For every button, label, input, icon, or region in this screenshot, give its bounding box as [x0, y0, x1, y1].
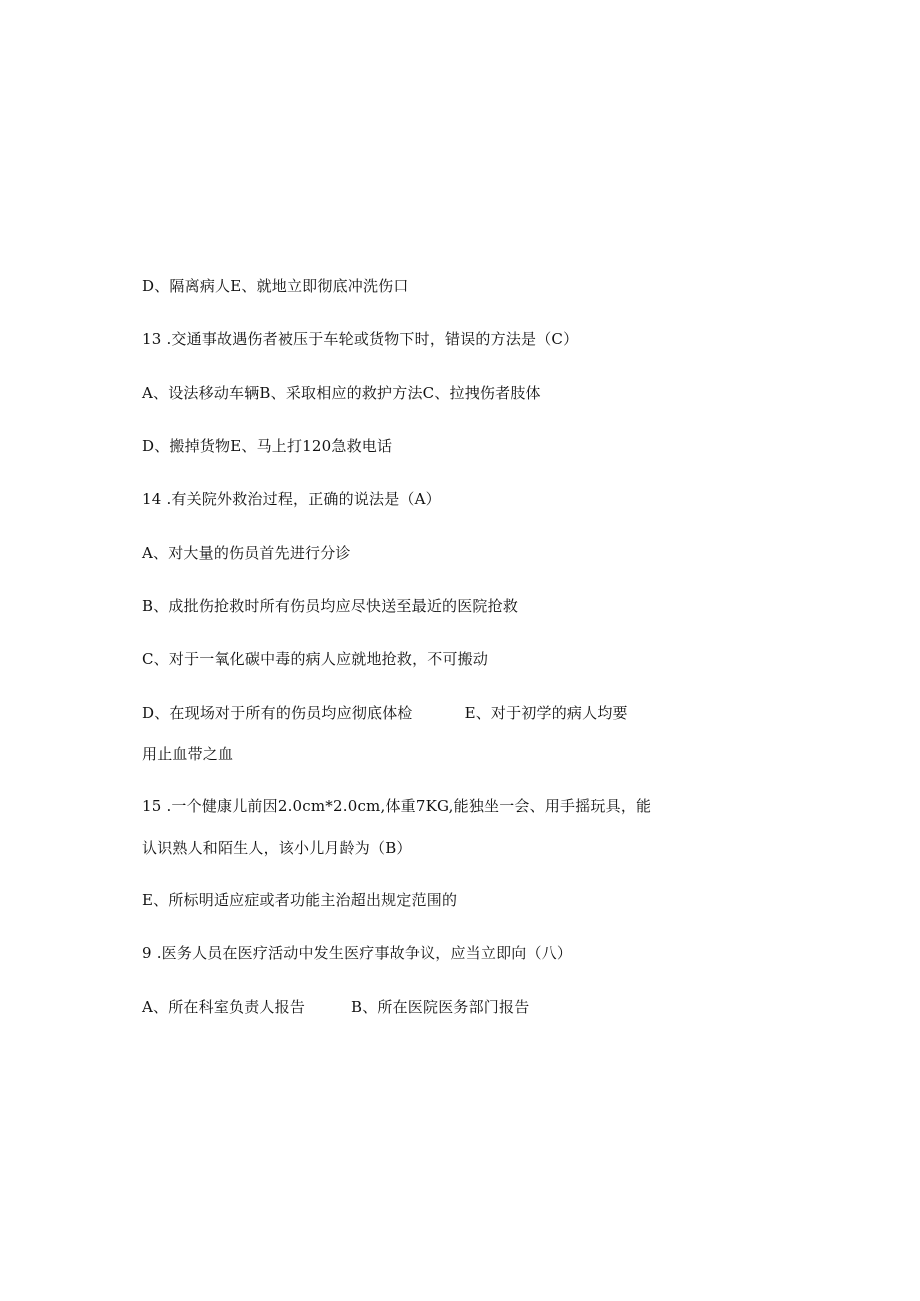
question-13-options-abc: A、设法移动车辆B、采取相应的救护方法C、拉拽伤者肢体	[142, 384, 541, 402]
question-14-option-a: A、对大量的伤员首先进行分诊	[142, 544, 351, 562]
question-9-option-a: A、所在科室负责人报告	[142, 998, 306, 1016]
question-9-options-ab	[142, 997, 529, 1017]
question-15: 15 .一个健康儿前因2.0cm*2.0cm,体重7KG,能独坐一会、用手摇玩具，能	[142, 797, 652, 815]
option-line-d-e: D、隔离病人E、就地立即彻底冲洗伤口	[142, 277, 409, 295]
question-9: 9 .医务人员在医疗活动中发生医疗事故争议，应当立即向（八）	[142, 944, 573, 962]
question-14-options-de	[142, 703, 628, 723]
question-14-option-c: C、对于一氧化碳中毒的病人应就地抢救，不可搬动	[142, 650, 489, 668]
question-14-option-e-continued: 用止血带之血	[142, 745, 234, 763]
question-14-option-e: E、对于初学的病人均要	[464, 704, 628, 722]
question-13: 13 .交通事故遇伤者被压于车轮或货物下时，错误的方法是（C）	[142, 330, 579, 348]
question-13-options-de: D、搬掉货物E、马上打120急救电话	[142, 437, 393, 455]
question-15-continued: 认识熟人和陌生人，该小儿月龄为（B）	[142, 839, 412, 857]
question-14-option-b: B、成批伤抢救时所有伤员均应尽快送至最近的医院抢救	[142, 597, 519, 615]
question-9-option-b: B、所在医院医务部门报告	[350, 998, 530, 1016]
question-14: 14 .有关院外救治过程，正确的说法是（A）	[142, 490, 441, 508]
option-line-e: E、所标明适应症或者功能主治超出规定范围的	[142, 891, 458, 909]
question-14-option-d: D、在现场对于所有的伤员均应彻底体检	[142, 704, 413, 722]
